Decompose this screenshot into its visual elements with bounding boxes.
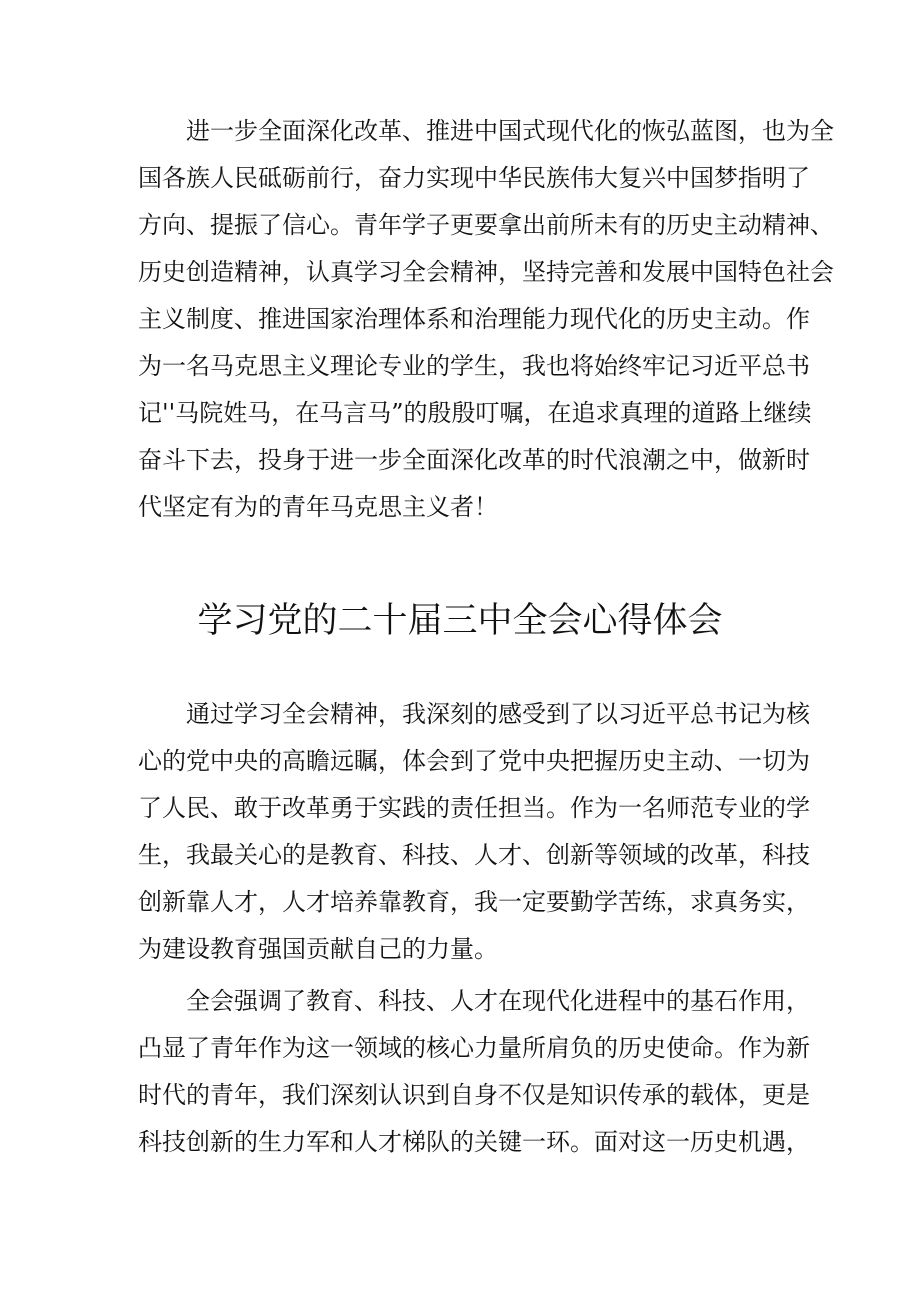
paragraph-line: 方向、提振了信心。青年学子更要拿出前所未有的历史主动精神、: [138, 211, 834, 239]
paragraph-1: [138, 108, 834, 531]
paragraph-line: 创新靠人才，人才培养靠教育，我一定要勤学苦练，求真务实，: [138, 888, 810, 916]
paragraph-line: 代坚定有为的青年马克思主义者！: [138, 493, 498, 521]
paragraph-line: 科技创新的生力军和人才梯队的关键一环。面对这一历史机遇，: [138, 1128, 810, 1156]
paragraph-line: 通过学习全会精神，我深刻的感受到了以习近平总书记为核: [186, 700, 810, 728]
paragraph-line: 奋斗下去，投身于进一步全面深化改革的时代浪潮之中，做新时: [138, 446, 810, 474]
paragraph-line: 心的党中央的高瞻远瞩，体会到了党中央把握历史主动、一切为: [138, 747, 810, 775]
paragraph-line: 进一步全面深化改革、推进中国式现代化的恢弘蓝图，也为全: [186, 117, 834, 145]
paragraph-line: 国各族人民砥砺前行，奋力实现中华民族伟大复兴中国梦指明了: [138, 164, 810, 192]
paragraph-line: 记''马院姓马，在马言马”的殷殷叮嘱，在追求真理的道路上继续: [138, 399, 812, 427]
paragraph-line: 为建设教育强国贡献自己的力量。: [138, 935, 498, 963]
paragraph-line: 凸显了青年作为这一领域的核心力量所肩负的历史使命。作为新: [138, 1034, 810, 1062]
paragraph-line: 全会强调了教育、科技、人才在现代化进程中的基石作用，: [186, 987, 810, 1015]
document-heading: 学习党的二十届三中全会心得体会: [197, 601, 723, 641]
paragraph-line: 为一名马克思主义理论专业的学生，我也将始终牢记习近平总书: [138, 352, 810, 380]
paragraph-line: 主义制度、推进国家治理体系和治理能力现代化的历史主动。作: [138, 305, 810, 333]
paragraph-line: 生，我最关心的是教育、科技、人才、创新等领域的改革，科技: [138, 841, 810, 869]
paragraph-2: [138, 691, 810, 973]
paragraph-3: [138, 978, 810, 1166]
paragraph-line: 了人民、敢于改革勇于实践的责任担当。作为一名师范专业的学: [138, 794, 810, 822]
paragraph-line: 历史创造精神，认真学习全会精神，坚持完善和发展中国特色社会: [138, 258, 834, 286]
paragraph-line: 时代的青年，我们深刻认识到自身不仅是知识传承的载体，更是: [138, 1081, 810, 1109]
